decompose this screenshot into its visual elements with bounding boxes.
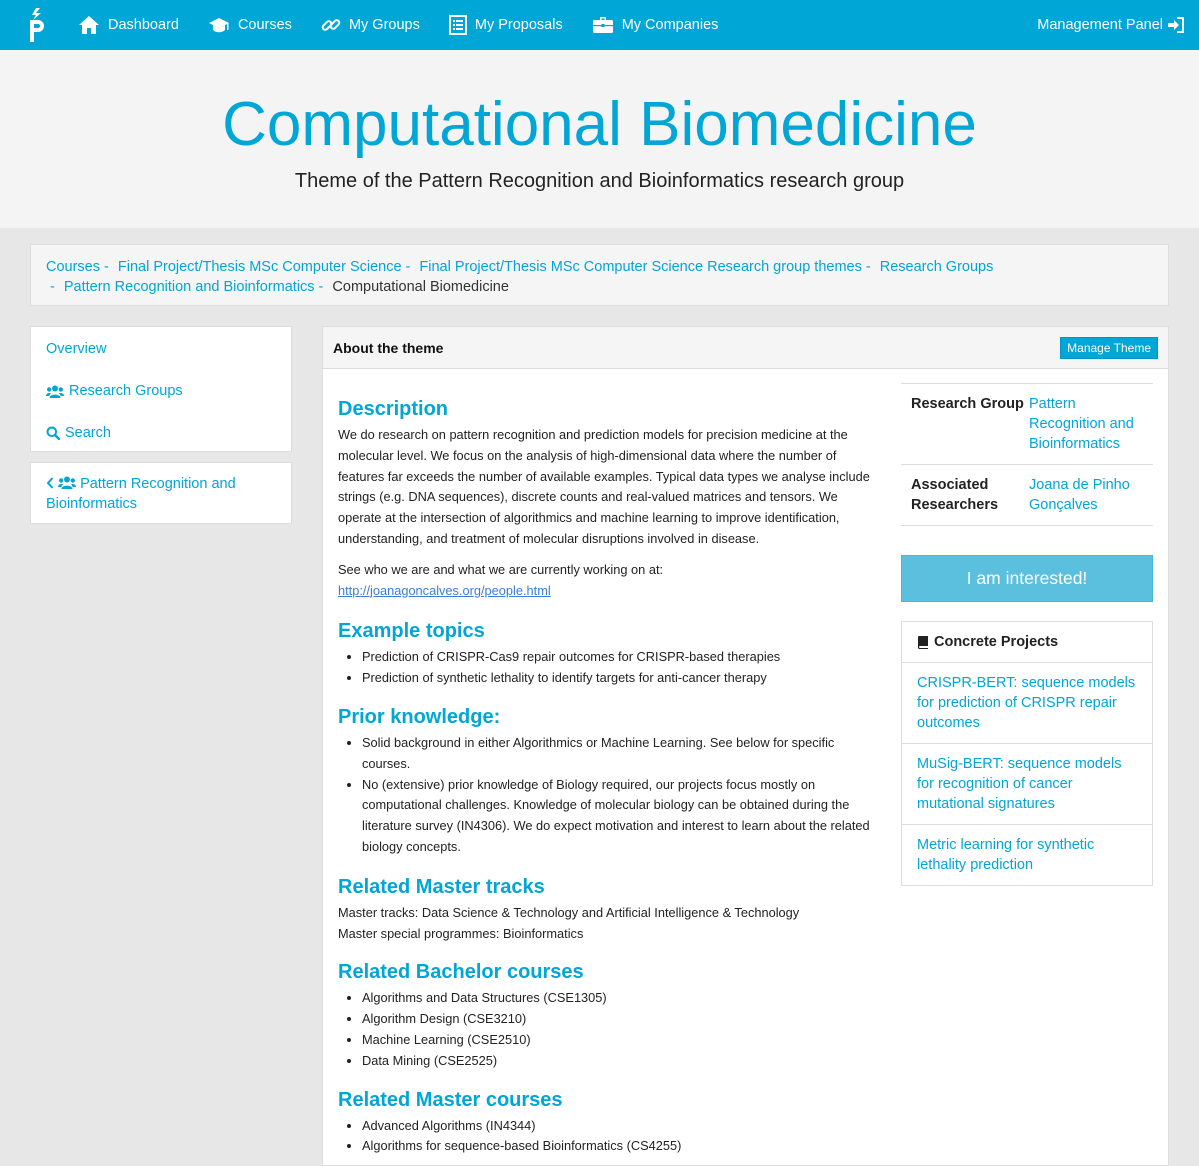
link-icon [321,15,341,35]
list-item: • No (extensive) prior knowledge of Biology required, our projects focus mostly on computational challenges. Knowledge of molecular biology can be obtained during the literature survey (IN4306). We do expect motivation and interest to learn about the related biology concepts. [362,775,873,858]
nav-my-companies[interactable] [592,16,719,34]
management-panel-link[interactable] [1037,17,1185,33]
sidebar-item-label: Search [65,425,111,441]
list-item: • Solid background in either Algorithmics or Machine Learning. See below for specific courses. [362,733,873,775]
example-topics-list [338,647,873,689]
researchers-label: Associated Researchers [911,477,999,513]
master-courses-heading: Related Master courses [338,1088,563,1111]
people-link[interactable]: http://joanagoncalves.org/people.html [338,582,551,598]
manage-theme-button[interactable]: Manage Theme [1060,337,1158,359]
sidebar-item-overview[interactable] [46,339,276,359]
sidebar-menu [30,326,292,452]
nav-dashboard[interactable] [78,15,179,35]
sign-in-icon [1167,17,1185,33]
page-hero [0,50,1199,228]
panel-header [323,327,1168,369]
nav-my-proposals-label: My Proposals [474,17,563,33]
nav-dashboard-label: Dashboard [108,17,179,33]
book-icon [917,635,929,649]
prior-knowledge-heading: Prior knowledge: [338,705,501,728]
breadcrumb-research-group[interactable]: Pattern Recognition and Bioinformatics [63,279,315,295]
interested-button[interactable]: I am interested! [901,555,1153,602]
description-heading: Description [338,398,449,420]
breadcrumb-separator: - [104,259,109,275]
breadcrumb-research-groups[interactable]: Research Groups [879,259,994,275]
back-to-research-group-link[interactable] [46,476,236,512]
nav-my-groups[interactable] [321,15,420,35]
logo-icon [26,6,48,44]
chevron-left-icon [46,477,54,489]
concrete-projects-header [902,622,1152,663]
concrete-projects-title: Concrete Projects [934,634,1059,650]
nav-my-proposals[interactable] [449,15,563,35]
sidebar-back-box [30,462,292,524]
search-icon [46,426,60,440]
brand-logo[interactable] [26,5,52,45]
research-group-link[interactable]: Pattern Recognition and Bioinformatics [1029,396,1134,452]
list-item: • Data Mining (CSE2525) [362,1051,873,1072]
example-topics-heading: Example topics [338,620,485,643]
project-link[interactable]: MuSig-BERT: sequence models for recognition of cancer mutational signatures [902,744,1152,825]
concrete-projects-box [901,621,1153,886]
sidebar-item-label: Overview [46,341,107,357]
research-group-label: Research Group [911,396,1024,412]
see-who-text: See who we are and what we are currently working on at: [338,561,664,577]
info-row-research-group [901,384,1153,465]
top-navbar [0,0,1199,50]
breadcrumb-separator: - [318,279,324,295]
list-item: • Algorithms and Data Structures (CSE1305) [362,988,873,1009]
graduation-cap-icon [208,16,230,34]
breadcrumb-separator: - [405,259,411,275]
page-subtitle: Theme of the Pattern Recognition and Bioinformatics research group [294,170,905,192]
breadcrumb-separator: - [50,279,55,295]
master-programmes-text: Master special programmes: Bioinformatics [338,925,584,941]
info-row-researchers [901,465,1153,526]
list-item: • Algorithms for sequence-based Bioinformatics (CS4255) [362,1136,873,1157]
breadcrumb-final-project[interactable]: Final Project/Thesis MSc Computer Science [117,259,402,275]
master-tracks-text: Master tracks: Data Science & Technology and Artificial Intelligence & Technology [338,904,800,920]
briefcase-icon [592,16,614,34]
bachelor-courses-heading: Related Bachelor courses [338,961,584,984]
home-icon [78,15,100,35]
users-icon [46,385,64,398]
management-panel-label: Management Panel [1037,17,1163,33]
breadcrumb-current: Computational Biomedicine [332,279,509,295]
prior-knowledge-list [338,733,873,858]
project-link[interactable]: CRISPR-BERT: sequence models for prediction of CRISPR repair outcomes [902,663,1152,744]
theme-info-table [901,383,1153,526]
panel-title: About the theme [333,339,444,356]
sidebar-item-search[interactable] [46,423,276,443]
nav-my-companies-label: My Companies [621,17,719,33]
bachelor-courses-list [338,988,873,1071]
sidebar-item-research-groups[interactable] [46,381,276,401]
list-item: • Prediction of synthetic lethality to identify targets for anti-cancer therapy [362,668,873,689]
nav-courses-label: Courses [237,17,292,33]
master-courses-list [338,1116,873,1158]
list-item: • Prediction of CRISPR-Cas9 repair outcomes for CRISPR-based therapies [362,647,873,668]
theme-panel [322,326,1169,1166]
breadcrumb-courses[interactable]: Courses [46,259,100,275]
breadcrumb-research-group-themes[interactable]: Final Project/Thesis MSc Computer Science Research group themes [419,259,862,275]
description-text: We do research on pattern recognition and prediction models for precision medicine at the molecular level. We focus on the analysis of high-dimensional data where the number of features far exceeds the number of available examples. Typical data types we analyse include strings (e.g. DNA sequences), discrete counts and real-valued matrices and tensors. We operate at the intersection of algorithmics and machine learning to improve identification, understanding, and treatment of molecular disruptions involved in disease. [338,427,870,546]
researcher-link[interactable]: Joana de Pinho Gonçalves [1029,477,1130,513]
list-item: • Machine Learning (CSE2510) [362,1030,873,1051]
breadcrumb-separator: - [865,259,871,275]
back-link-label: Pattern Recognition and Bioinformatics [46,476,236,512]
breadcrumb [30,244,1169,306]
list-icon [449,15,467,35]
nav-my-groups-label: My Groups [348,17,420,33]
project-link[interactable]: Metric learning for synthetic lethality prediction [917,837,1095,873]
nav-courses[interactable] [208,16,292,34]
list-item: • Advanced Algorithms (IN4344) [362,1116,873,1137]
master-tracks-heading: Related Master tracks [338,875,545,898]
users-icon [58,476,76,489]
list-item: • Algorithm Design (CSE3210) [362,1009,873,1030]
page-title: Computational Biomedicine [222,90,977,159]
sidebar-item-label: Research Groups [69,383,183,399]
theme-content [338,397,873,1157]
